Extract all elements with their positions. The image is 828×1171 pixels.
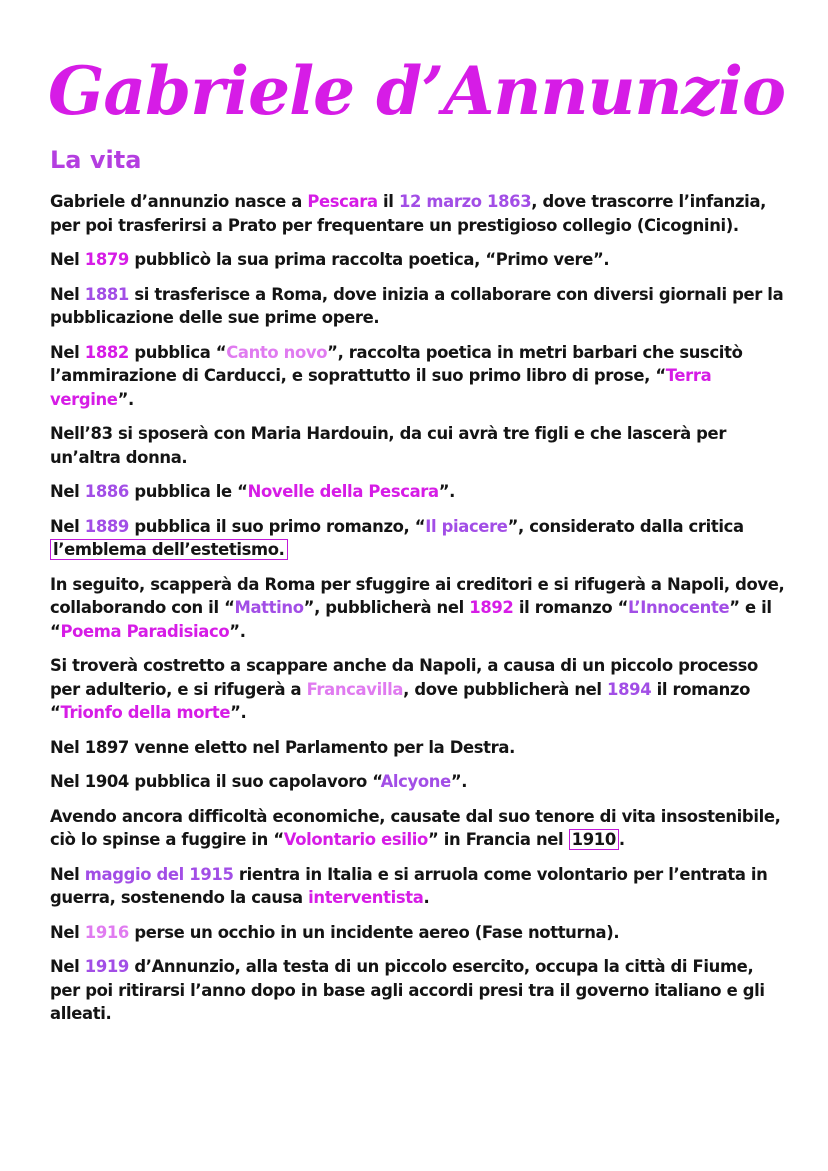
highlighted-text: interventista xyxy=(308,888,424,907)
highlighted-text: 1882 xyxy=(84,342,129,362)
paragraph xyxy=(50,190,788,237)
highlighted-text: 1894 xyxy=(607,679,652,699)
text-run: Nel xyxy=(50,516,85,536)
paragraph xyxy=(50,921,788,945)
highlighted-text: maggio del 1915 xyxy=(84,864,234,884)
text-run: ”, pubblicherà nel xyxy=(303,598,470,617)
highlighted-text: Il piacere xyxy=(425,516,508,536)
text-run: Nel xyxy=(50,864,85,884)
paragraph xyxy=(50,863,788,910)
highlighted-text: Novelle della Pescara xyxy=(247,482,439,501)
highlighted-text: 1916 xyxy=(84,922,129,942)
paragraph xyxy=(50,770,788,794)
highlighted-text: 1886 xyxy=(84,482,129,501)
text-run: ”. xyxy=(229,621,246,641)
text-run: si trasferisce a Roma, dove inizia a collaborare con diversi giornali per la pubblicazione delle sue prime opere. xyxy=(50,284,784,327)
boxed-highlight: l’emblema dell’estetismo. xyxy=(50,539,288,560)
text-run: Nel xyxy=(50,957,85,976)
text-run: rientra in Italia e si arruola come volontario per l’entrata in guerra, sostenendo la causa xyxy=(50,864,768,907)
highlighted-text: 1881 xyxy=(84,284,129,304)
highlighted-text: 1879 xyxy=(84,250,129,269)
text-run: ”. xyxy=(450,772,468,791)
text-run: ”. xyxy=(230,703,247,722)
text-run: Avendo ancora difficoltà economiche, causate dal suo tenore di vita insostenibile, ciò lo spinse a fuggire in “ xyxy=(50,806,781,849)
text-run: Nel 1904 pubblica il suo capolavoro “ xyxy=(50,772,381,791)
paragraph xyxy=(50,654,788,725)
text-run: In seguito, scapperà da Roma per sfuggire ai creditori e si rifugerà a Napoli, dove, collaborando con il “ xyxy=(50,574,785,617)
text-run: , dove trascorre l’infanzia, per poi trasferirsi a Prato per frequentare un prestigioso collegio (Cicognini). xyxy=(50,192,767,235)
text-run: Gabriele d’annunzio nasce a xyxy=(50,192,308,211)
page-title: Gabriele d’Annunzio xyxy=(48,52,786,130)
highlighted-text: Trionfo della morte xyxy=(60,703,231,722)
highlighted-text: 1889 xyxy=(84,516,129,536)
text-run: ” in Francia nel xyxy=(427,830,569,849)
highlighted-text: Canto novo xyxy=(226,342,328,362)
highlighted-text: Pescara xyxy=(307,192,378,211)
paragraph xyxy=(50,341,788,412)
text-run: Nel xyxy=(50,342,85,362)
paragraph xyxy=(50,736,788,760)
highlighted-text: L’Innocente xyxy=(628,598,730,617)
highlighted-text: 1892 xyxy=(469,598,514,617)
highlighted-text: 12 marzo 1863 xyxy=(398,192,532,211)
text-run: Nell’83 si sposerà con Maria Hardouin, da cui avrà tre figli e che lascerà per un’altra donna. xyxy=(50,424,727,467)
highlighted-text: Mattino xyxy=(234,598,304,617)
paragraph xyxy=(50,422,788,469)
text-run: . xyxy=(618,830,625,849)
text-run: ”, considerato dalla critica xyxy=(507,516,744,536)
text-run: ”, raccolta poetica in metri barbari che suscitò l’ammirazione di Carducci, e soprattutto il suo primo libro di prose, “ xyxy=(50,342,743,385)
text-run: Nel 1897 venne eletto nel Parlamento per la Destra. xyxy=(50,737,515,757)
paragraph xyxy=(50,805,788,852)
boxed-highlight: 1910 xyxy=(569,829,619,850)
text-run: il romanzo “ xyxy=(513,598,629,617)
text-run: Nel xyxy=(50,250,85,269)
paragraph xyxy=(50,573,788,644)
section-heading: La vita xyxy=(50,146,142,174)
text-run: pubblica “ xyxy=(128,342,227,362)
paragraph xyxy=(50,283,788,330)
highlighted-text: Alcyone xyxy=(380,772,451,791)
text-run: ” e il “ xyxy=(50,598,772,641)
highlighted-text: Francavilla xyxy=(306,679,404,699)
biography-text xyxy=(50,190,788,1037)
text-run: il romanzo “ xyxy=(50,679,751,722)
highlighted-text: Volontario esilio xyxy=(283,830,428,849)
text-run: Nel xyxy=(50,482,85,501)
text-run: d’Annunzio, alla testa di un piccolo esercito, occupa la città di Fiume, per poi ritirarsi l’anno dopo in base agli accordi presi tra il governo italiano e gli alleati. xyxy=(50,957,765,1023)
text-run: pubblica le “ xyxy=(128,482,248,501)
text-run: pubblica il suo primo romanzo, “ xyxy=(128,516,426,536)
text-run: , dove pubblicherà nel xyxy=(403,679,608,699)
text-run: Nel xyxy=(50,284,85,304)
text-run: Si troverà costretto a scappare anche da Napoli, a causa di un piccolo processo per adulterio, e si rifugerà a xyxy=(50,656,758,699)
text-run: ”. xyxy=(117,389,134,409)
text-run: perse un occhio in un incidente aereo (Fase notturna). xyxy=(128,922,620,942)
highlighted-text: 1919 xyxy=(84,957,129,976)
text-run: ”. xyxy=(438,482,456,501)
text-run: Nel xyxy=(50,922,85,942)
text-run: . xyxy=(423,888,430,907)
highlighted-text: Poema Paradisiaco xyxy=(60,621,230,641)
text-run: il xyxy=(377,192,399,211)
highlighted-text: Terra vergine xyxy=(50,366,712,409)
text-run: pubblicò la sua prima raccolta poetica, “Primo vere”. xyxy=(128,250,610,269)
paragraph xyxy=(50,515,788,562)
paragraph xyxy=(50,480,788,504)
paragraph xyxy=(50,955,788,1026)
paragraph xyxy=(50,248,788,272)
